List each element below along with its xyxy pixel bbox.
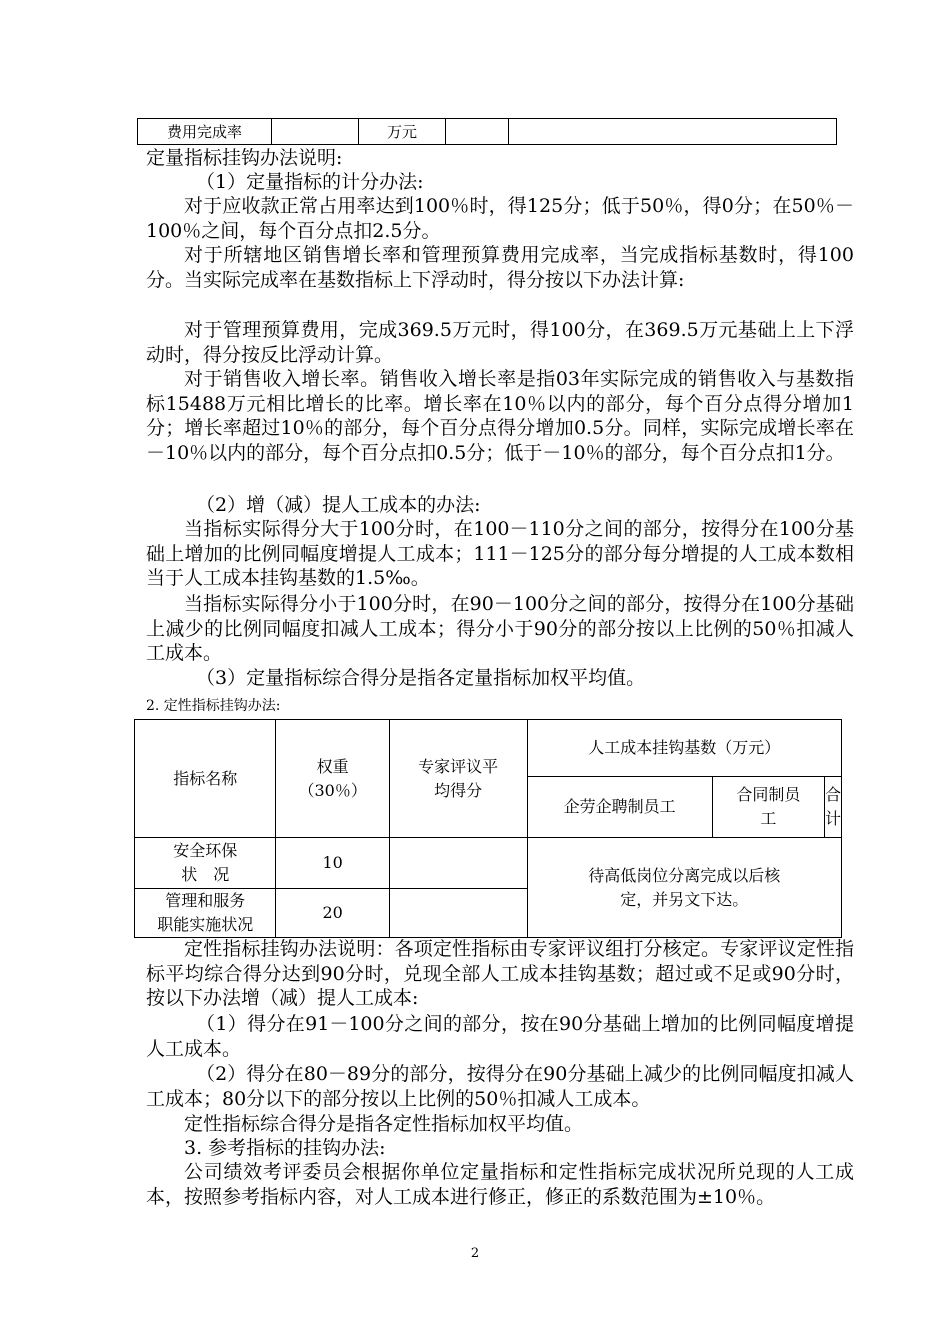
header-indicator-name: 指标名称 bbox=[135, 720, 276, 838]
pending-note: 待高低岗位分离完成以后核定，并另文下达。 bbox=[527, 838, 842, 938]
header-labor-cost-base: 人工成本挂钩基数（万元） bbox=[527, 720, 842, 777]
table-row bbox=[138, 119, 837, 145]
header-total: 合计 bbox=[824, 777, 841, 838]
page-number: 2 bbox=[470, 1246, 480, 1261]
row-name-line: 管理和服务 bbox=[165, 891, 246, 910]
section2-title: 2. 定性指标挂钩办法: bbox=[146, 698, 281, 714]
table-cell bbox=[272, 119, 359, 145]
expense-table bbox=[137, 118, 837, 145]
section2-para: 定性指标综合得分是指各定性指标加权平均值。 bbox=[184, 1113, 584, 1135]
table-cell bbox=[509, 119, 837, 145]
header-expert-score: 专家评议平均得分 bbox=[389, 720, 527, 838]
row-expert-score bbox=[389, 889, 527, 938]
qualitative-table bbox=[134, 719, 842, 938]
section1-para: 当指标实际得分大于100分时，在100－110分之间的部分，按得分在100分基础上增加的比例同幅度增提人工成本；111－125分的部分每分增提的人工成本数相当于人工成本挂钩基数的1.5‰。 bbox=[146, 518, 854, 589]
row-name-line: 状 况 bbox=[181, 865, 230, 884]
section1-sub2: （2）增（减）提人工成本的办法: bbox=[196, 494, 481, 516]
section3-para: 公司绩效考评委员会根据你单位定量指标和定性指标完成状况所兑现的人工成本，按照参考指标内容，对人工成本进行修正，修正的系数范围为±10％。 bbox=[146, 1161, 854, 1208]
row-name-line: 安全环保 bbox=[173, 841, 238, 860]
table-cell bbox=[446, 119, 509, 145]
table-row bbox=[135, 720, 842, 777]
section1-para: 对于应收款正常占用率达到100％时，得125分；低于50％，得0分；在50％－100％之间，每个百分点扣2.5分。 bbox=[146, 195, 854, 242]
row-name-management bbox=[135, 889, 276, 938]
section1-para: 对于销售收入增长率。销售收入增长率是指03年实际完成的销售收入与基数指标15488万元相比增长的比率。增长率在10％以内的部分，每个百分点得分增加1分；增长率超过10％的部分，每个百分点得分增加0.5分。同样，实际完成增长率在－10％以内的部分，每个百分点扣0.5分；低于－10％的部分，每个百分点扣1分。 bbox=[146, 368, 854, 464]
section3-title: 3. 参考指标的挂钩办法: bbox=[184, 1137, 386, 1159]
section1-para: 当指标实际得分小于100分时，在90－100分之间的部分，按得分在100分基础上减少的比例同幅度扣减人工成本；得分小于90分的部分按以上比例的50％扣减人工成本。 bbox=[146, 593, 854, 664]
row-name-line: 职能实施状况 bbox=[157, 915, 254, 934]
section2-para: （2）得分在80－89分的部分，按得分在90分基础上减少的比例同幅度扣减人工成本；80分以下的部分按以上比例的50％扣减人工成本。 bbox=[146, 1063, 854, 1110]
table-cell: 万元 bbox=[359, 119, 446, 145]
row-weight: 10 bbox=[276, 838, 389, 889]
header-enterprise-staff: 企劳企聘制员工 bbox=[527, 777, 712, 838]
section1-title: 定量指标挂钩办法说明: bbox=[146, 147, 343, 169]
section1-para: 对于所辖地区销售增长率和管理预算费用完成率，当完成指标基数时，得100分。当实际完成率在基数指标上下浮动时，得分按以下办法计算: bbox=[146, 244, 854, 291]
header-weight: 权重（30％） bbox=[276, 720, 389, 838]
section2-para: （1）得分在91－100分之间的部分，按在90分基础上增加的比例同幅度增提人工成本。 bbox=[146, 1013, 854, 1060]
row-name-safety bbox=[135, 838, 276, 889]
header-contract-staff: 合同制员工 bbox=[712, 777, 824, 838]
section1-para: 对于管理预算费用，完成369.5万元时，得100分，在369.5万元基础上上下浮动时，得分按反比浮动计算。 bbox=[146, 319, 854, 366]
row-expert-score bbox=[389, 838, 527, 889]
section2-para: 定性指标挂钩办法说明：各项定性指标由专家评议组打分核定。专家评议定性指标平均综合得分达到90分时，兑现全部人工成本挂钩基数；超过或不足或90分时，按以下办法增（减）提人工成本: bbox=[146, 938, 854, 1009]
table-cell: 费用完成率 bbox=[138, 119, 272, 145]
section1-sub3: （3）定量指标综合得分是指各定量指标加权平均值。 bbox=[196, 667, 646, 689]
section1-sub1: （1）定量指标的计分办法: bbox=[196, 171, 424, 193]
table-row bbox=[135, 838, 842, 889]
row-weight: 20 bbox=[276, 889, 389, 938]
